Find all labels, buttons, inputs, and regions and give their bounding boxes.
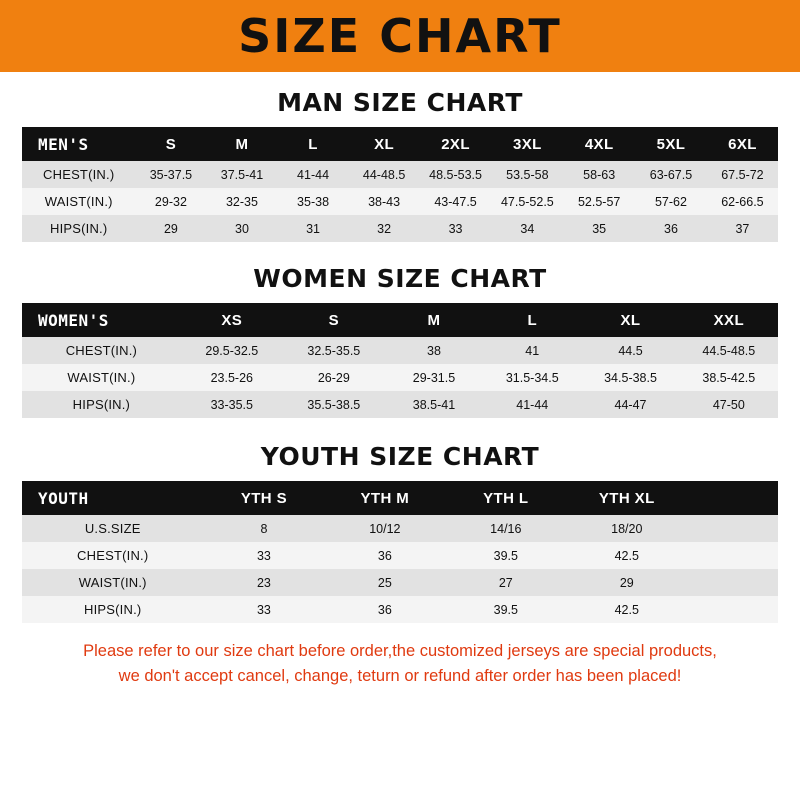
table-header-row	[22, 481, 778, 515]
cell-value: 14/16	[490, 521, 522, 536]
cell-value: 29	[163, 221, 178, 236]
table-row	[22, 364, 778, 391]
cell-value: 26-29	[317, 370, 350, 385]
cell-value: 39.5	[493, 548, 518, 563]
cell-value: 37.5-41	[220, 167, 264, 182]
header-cell-l: L	[527, 311, 538, 329]
cell-value: 30	[235, 221, 249, 236]
table-man-sizes	[22, 127, 778, 242]
cell-value: 33-35.5	[210, 397, 253, 412]
cell-value: 33	[256, 548, 271, 563]
header-cell-rowlabel: YOUTH	[38, 488, 89, 508]
cell-value: 31	[306, 221, 320, 236]
cell-value: 35.5-38.5	[307, 397, 361, 412]
cell-value: 35-37.5	[149, 167, 193, 182]
cell-value: 41-44	[516, 397, 549, 412]
cell-spacer	[687, 596, 778, 623]
cell-value: 33	[448, 221, 463, 236]
header-cell-2xl: 2XL	[441, 135, 470, 153]
cell-value: 10/12	[369, 521, 401, 536]
table-header-row	[22, 127, 778, 161]
section-title-man: MAN SIZE CHART	[277, 88, 523, 117]
table-row	[22, 596, 778, 623]
cell-value: 23.5-26	[210, 370, 253, 385]
cell-value: 62-66.5	[721, 194, 764, 209]
section-women	[22, 264, 778, 418]
footer-note-line-2: we don't accept cancel, change, teturn or refund after order has been placed!	[118, 666, 682, 685]
cell-row-label: WAIST(IN.)	[44, 194, 113, 209]
cell-value: 39.5	[493, 602, 518, 617]
page-banner	[0, 0, 800, 72]
cell-value: 36	[377, 602, 392, 617]
header-cell-rowlabel: MEN'S	[38, 134, 89, 154]
cell-value: 38.5-42.5	[702, 370, 756, 385]
cell-value: 44-48.5	[362, 167, 406, 182]
cell-row-label: WAIST(IN.)	[78, 575, 147, 590]
cell-value: 23	[256, 575, 271, 590]
cell-spacer	[687, 515, 778, 542]
cell-row-label: HIPS(IN.)	[72, 397, 131, 412]
cell-value: 52.5-57	[577, 194, 621, 209]
cell-value: 31.5-34.5	[505, 370, 559, 385]
header-cell-yth-s: YTH S	[240, 489, 287, 507]
table-row	[22, 337, 778, 364]
cell-value: 44.5	[618, 343, 643, 358]
header-cell-yth-xl: YTH XL	[598, 489, 655, 507]
header-cell-xl: XL	[620, 311, 641, 329]
footer-note-line-1: Please refer to our size chart before order,the customized jerseys are special products,	[83, 642, 717, 660]
cell-row-label: CHEST(IN.)	[77, 548, 149, 563]
cell-value: 36	[377, 548, 392, 563]
cell-value: 29-32	[154, 194, 187, 209]
table-row	[22, 391, 778, 418]
cell-value: 48.5-53.5	[429, 167, 482, 182]
cell-value: 32	[377, 221, 392, 236]
cell-value: 67.5-72	[721, 167, 764, 182]
header-cell-xs: XS	[221, 311, 243, 329]
table-row	[22, 515, 778, 542]
header-cell-xl: XL	[374, 135, 395, 153]
page-title: SIZE CHART	[238, 9, 562, 63]
cell-value: 38-43	[368, 194, 401, 209]
table-row	[22, 569, 778, 596]
header-cell-spacer	[687, 481, 778, 515]
cell-value: 34	[520, 221, 535, 236]
cell-value: 41	[525, 343, 540, 358]
cell-value: 44.5-48.5	[702, 343, 756, 358]
cell-spacer	[687, 569, 778, 596]
cell-value: 32.5-35.5	[307, 343, 361, 358]
cell-value: 29.5-32.5	[205, 343, 259, 358]
cell-value: 44-47	[614, 397, 647, 412]
cell-value: 43-47.5	[434, 194, 477, 209]
header-cell-3xl: 3XL	[513, 135, 542, 153]
cell-value: 33	[256, 602, 271, 617]
cell-value: 37	[735, 221, 750, 236]
cell-value: 34.5-38.5	[604, 370, 657, 385]
cell-row-label: U.S.SIZE	[84, 521, 141, 536]
cell-value: 42.5	[614, 548, 639, 563]
section-title-youth: YOUTH SIZE CHART	[260, 442, 540, 471]
cell-value: 36	[664, 221, 678, 236]
cell-value: 38.5-41	[412, 397, 456, 412]
cell-value: 42.5	[614, 602, 639, 617]
cell-row-label: CHEST(IN.)	[65, 343, 138, 358]
header-cell-s: S	[328, 311, 340, 329]
header-cell-4xl: 4XL	[584, 135, 614, 153]
cell-row-label: WAIST(IN.)	[67, 370, 136, 385]
cell-value: 32-35	[225, 194, 258, 209]
header-cell-l: L	[308, 135, 318, 153]
cell-value: 35	[592, 221, 607, 236]
table-row	[22, 188, 778, 215]
table-row	[22, 161, 778, 188]
header-cell-m: M	[427, 311, 441, 329]
header-cell-m: M	[235, 135, 249, 153]
table-youth-sizes	[22, 481, 778, 623]
header-cell-rowlabel: WOMEN'S	[38, 310, 109, 330]
cell-value: 47.5-52.5	[500, 194, 554, 209]
cell-value: 41-44	[297, 167, 330, 182]
cell-value: 25	[377, 575, 392, 590]
header-cell-5xl: 5XL	[656, 135, 686, 153]
cell-value: 35-38	[297, 194, 330, 209]
cell-value: 58-63	[583, 167, 616, 182]
cell-value: 29-31.5	[412, 370, 456, 385]
cell-value: 18/20	[611, 521, 643, 536]
header-cell-xxl: XXL	[713, 311, 745, 329]
cell-value: 53.5-58	[506, 167, 549, 182]
table-row	[22, 542, 778, 569]
header-cell-6xl: 6XL	[728, 135, 757, 153]
cell-value: 38	[427, 343, 441, 358]
section-man	[22, 88, 778, 242]
section-title-women: WOMEN SIZE CHART	[253, 264, 547, 293]
cell-row-label: HIPS(IN.)	[84, 602, 142, 617]
cell-value: 57-62	[654, 194, 687, 209]
table-row	[22, 215, 778, 242]
cell-value: 27	[498, 575, 513, 590]
cell-spacer	[687, 542, 778, 569]
cell-value: 8	[260, 521, 268, 536]
cell-row-label: CHEST(IN.)	[43, 167, 115, 182]
table-women-sizes	[22, 303, 778, 418]
cell-row-label: HIPS(IN.)	[49, 221, 108, 236]
section-youth	[22, 442, 778, 623]
table-header-row	[22, 303, 778, 337]
header-cell-yth-m: YTH M	[360, 489, 410, 507]
cell-value: 47-50	[712, 397, 745, 412]
cell-value: 29	[619, 575, 634, 590]
chart-content	[0, 88, 800, 689]
header-cell-yth-l: YTH L	[483, 489, 529, 507]
header-cell-s: S	[165, 135, 177, 153]
footer-note	[22, 639, 778, 689]
cell-value: 63-67.5	[649, 167, 693, 182]
